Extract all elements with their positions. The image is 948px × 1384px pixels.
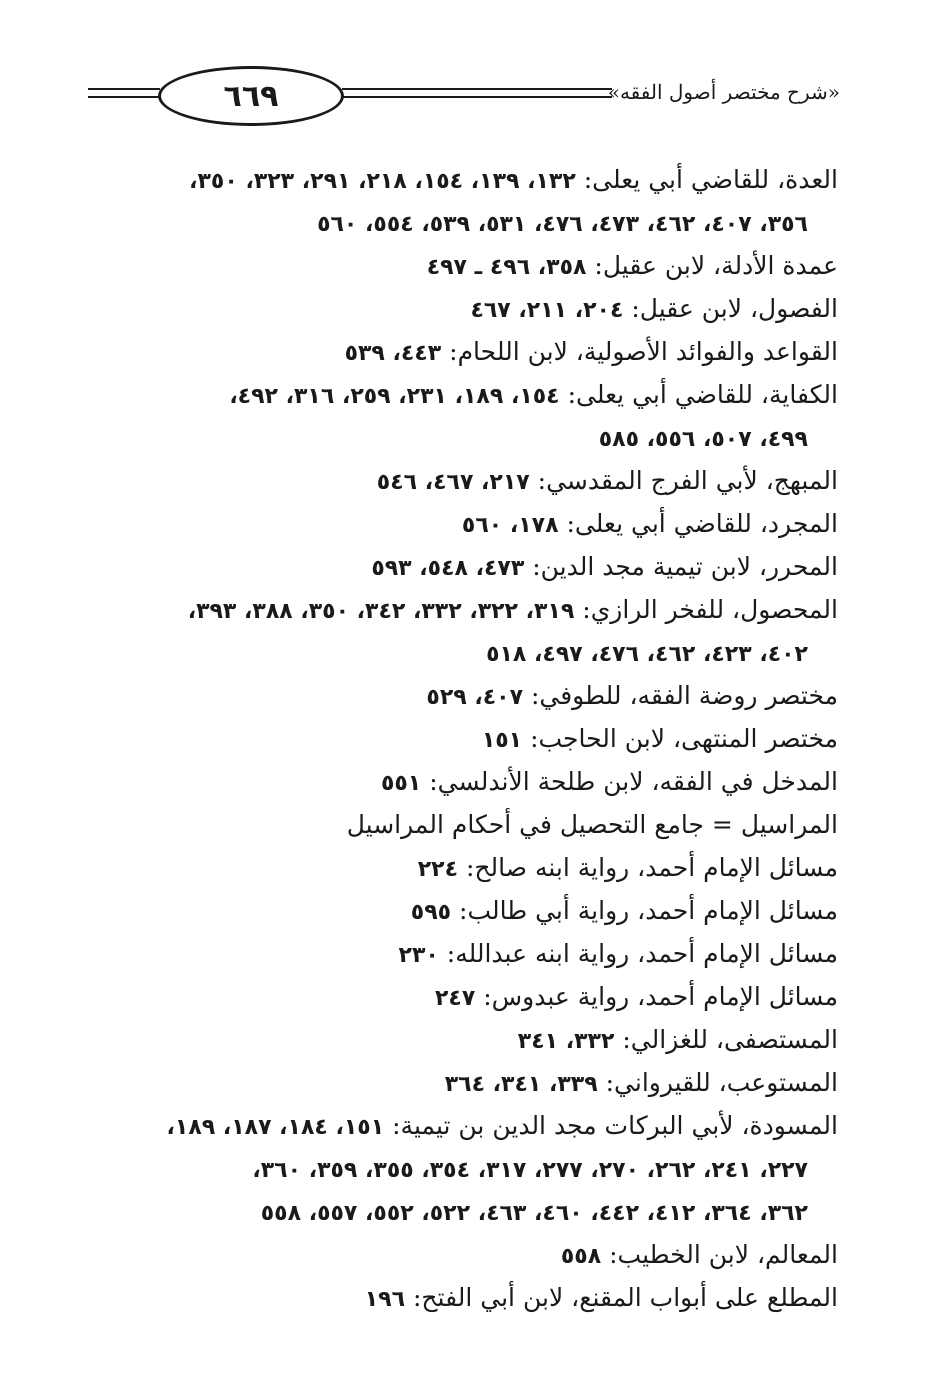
entry-title: المعالم، لابن الخطيب: (609, 1240, 838, 1269)
entry-title: المدخل في الفقه، لابن طلحة الأندلسي: (429, 767, 838, 796)
entry-title: القواعد والفوائد الأصولية، لابن اللحام: (449, 337, 838, 366)
entry-refs: ٤٧٣، ٥٤٨، ٥٩٣ (371, 556, 525, 581)
index-line (167, 1106, 838, 1146)
index-line (486, 633, 808, 673)
entry-title: مسائل الإمام أحمد، رواية عبدوس: (483, 982, 838, 1011)
index-line (261, 1192, 808, 1232)
index-line (189, 160, 838, 200)
entry-refs: ٥٩٥ (410, 900, 452, 925)
entry-title: عمدة الأدلة، لابن عقيل: (594, 251, 838, 280)
entry-refs: ٥٥١ (380, 771, 422, 796)
entry-title: المراسيل = جامع التحصيل في أحكام المراسيل (346, 810, 838, 839)
index-line (347, 805, 838, 845)
entry-title: المجرد، للقاضي أبي يعلى: (566, 509, 838, 538)
index-line (445, 1063, 838, 1103)
index-line (462, 504, 838, 544)
entry-title: مسائل الإمام أحمد، رواية ابنه صالح: (466, 853, 838, 882)
entry-refs: ٣٣٩، ٣٤١، ٣٦٤ (444, 1072, 598, 1097)
entry-title: مسائل الإمام أحمد، رواية ابنه عبدالله: (446, 939, 838, 968)
entry-title: المطلع على أبواب المقنع، لابن أبي الفتح: (413, 1283, 838, 1312)
entry-title: مختصر روضة الفقه، للطوفي: (530, 681, 838, 710)
entry-refs: ٤٩٩، ٥٠٧، ٥٥٦، ٥٨٥ (598, 427, 808, 452)
entry-refs: ٤٠٧، ٥٢٩ (426, 685, 524, 710)
entry-refs: ٣٦٢، ٣٦٤، ٤١٢، ٤٤٢، ٤٦٠، ٤٦٣، ٥٢٢، ٥٥٢، ٥٥٧، ٥٥٨ (260, 1201, 808, 1226)
entry-title: المحرر، لابن تيمية مجد الدين: (532, 552, 838, 581)
entry-refs: ٢٠٤، ٢١١، ٤٦٧ (470, 298, 624, 323)
entry-refs: ١٥٤، ١٨٩، ٢٣١، ٢٥٩، ٣١٦، ٤٩٢، (229, 384, 560, 409)
entry-refs: ٣٥٨، ٤٩٦ ـ ٤٩٧ (426, 255, 587, 280)
index-line (229, 375, 838, 415)
index-line (426, 676, 838, 716)
entry-title: المستوعب، للقيرواني: (605, 1068, 838, 1097)
entry-refs: ٣٥٦، ٤٠٧، ٤٦٢، ٤٧٣، ٤٧٦، ٥٣١، ٥٣٩، ٥٥٤، ٥٦٠ (317, 212, 808, 237)
index-line (482, 719, 838, 759)
index-line (427, 246, 838, 286)
entry-refs: ١٥١ (481, 728, 523, 753)
index-line (252, 1149, 808, 1189)
entry-refs: ٢١٧، ٤٦٧، ٥٤٦ (376, 470, 530, 495)
entry-refs: ٣١٩، ٣٢٢، ٣٣٢، ٣٤٢، ٣٥٠، ٣٨٨، ٣٩٣، (187, 599, 575, 624)
index-line (381, 762, 838, 802)
entry-title: مختصر المنتهى، لابن الحاجب: (530, 724, 838, 753)
entry-title: المسودة، لأبي البركات مجد الدين بن تيمية: (392, 1111, 838, 1140)
entry-refs: ٢٢٤ (417, 857, 459, 882)
entry-refs: ١٧٨، ٥٦٠ (461, 513, 559, 538)
entry-title: الكفاية، للقاضي أبي يعلى: (567, 380, 838, 409)
index-line (411, 891, 838, 931)
entry-refs: ٥٥٨ (560, 1244, 602, 1269)
entry-refs: ٢٢٧، ٢٤١، ٢٦٢، ٢٧٠، ٢٧٧، ٣١٧، ٣٥٤، ٣٥٥، ٣٥٩، ٣٦٠، (252, 1158, 808, 1183)
index-line (518, 1020, 838, 1060)
index-line (418, 848, 838, 888)
index-line (399, 934, 838, 974)
index-line (345, 332, 838, 372)
index-line (188, 590, 838, 630)
running-title: «شرح مختصر أصول الفقه» (607, 80, 840, 104)
index-line (365, 1278, 838, 1318)
entry-refs: ١٣٢، ١٣٩، ١٥٤، ٢١٨، ٢٩١، ٣٢٣، ٣٥٠، (189, 169, 576, 194)
index-line (317, 203, 808, 243)
entry-refs: ٢٤٧ (434, 986, 476, 1011)
index-line (561, 1235, 838, 1275)
entry-title: الفصول، لابن عقيل: (631, 294, 838, 323)
entry-refs: ٣٣٢، ٣٤١ (517, 1029, 615, 1054)
index-line (599, 418, 808, 458)
entry-refs: ١٥١، ١٨٤، ١٨٧، ١٨٩، (166, 1115, 385, 1140)
entry-title: المستصفى، للغزالي: (622, 1025, 838, 1054)
page-number: ٦٦٩ (223, 78, 279, 114)
index-line (435, 977, 838, 1017)
index-line (377, 461, 838, 501)
entry-refs: ١٩٦ (364, 1287, 406, 1312)
entry-refs: ٢٣٠ (398, 943, 439, 968)
entry-title: العدة، للقاضي أبي يعلى: (583, 165, 838, 194)
entry-refs: ٤٤٣، ٥٣٩ (344, 341, 442, 366)
entry-title: المحصول، للفخر الرازي: (582, 595, 838, 624)
entry-title: المبهج، لأبي الفرج المقدسي: (537, 466, 838, 495)
index-line (371, 547, 838, 587)
entry-refs: ٤٠٢، ٤٢٣، ٤٦٢، ٤٧٦، ٤٩٧، ٥١٨ (486, 642, 808, 667)
entry-title: مسائل الإمام أحمد، رواية أبي طالب: (459, 896, 838, 925)
index-line (470, 289, 838, 329)
